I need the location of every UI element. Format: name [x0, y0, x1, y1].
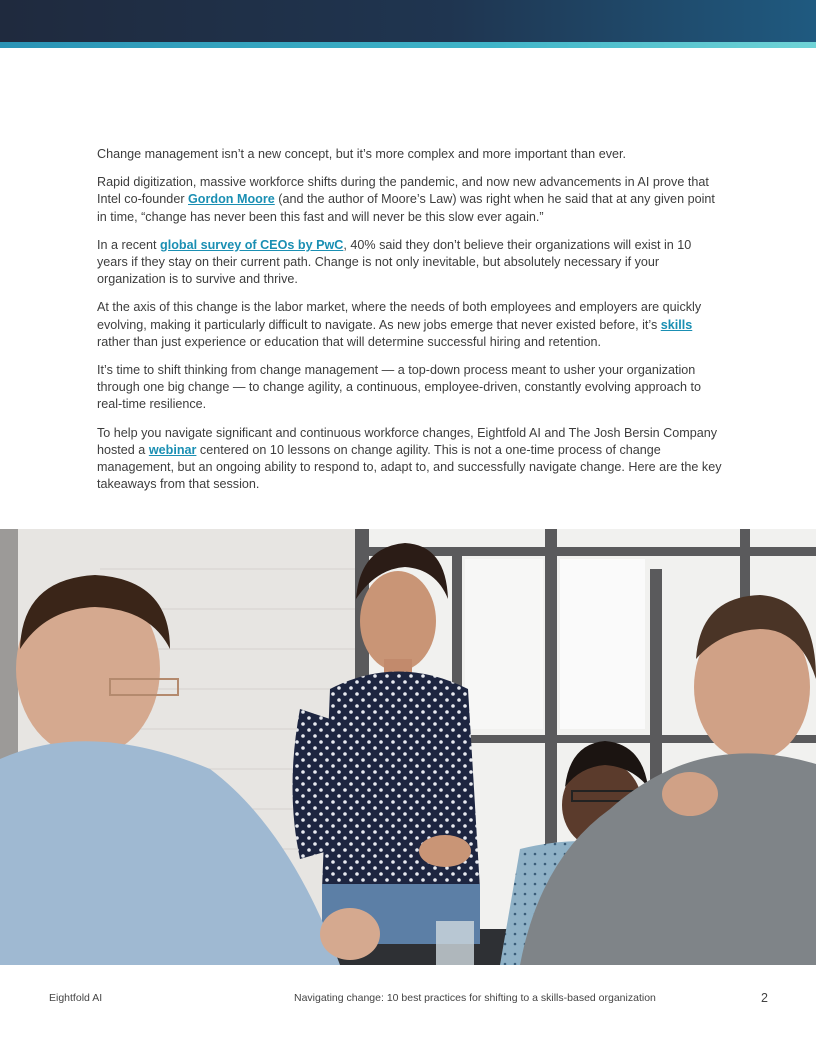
paragraph-intro: Change management isn’t a new concept, but it’s more complex and more important than ever.	[97, 147, 626, 161]
webinar-link[interactable]: webinar	[148, 442, 197, 457]
page-number: 2	[761, 991, 768, 1005]
skills-link[interactable]: skills	[660, 317, 693, 332]
page-footer	[0, 992, 816, 1012]
paragraph-webinar: To help you navigate significant and continuous workforce changes, Eightfold AI and The Josh Bersin Company hosted a webinar centered on 10 lessons on change agility. This is not a one-time process of change management, but an ongoing ability to respond to, adapt to, and successfully navigate change. Here are the key takeaways from that session.	[97, 425, 722, 492]
paragraph-change-agility: It’s time to shift thinking from change management — a top-down process meant to usher your organization through one big change — to change agility, a continuous, employee-driven, constantly evolving approach to real-time resilience.	[97, 363, 701, 412]
meeting-photo	[0, 529, 816, 965]
footer-brand: Eightfold AI	[49, 992, 103, 1004]
footer-document-title: Navigating change: 10 best practices for shifting to a skills-based organization	[294, 992, 656, 1004]
paragraph-labor-market: At the axis of this change is the labor market, where the needs of both employees and employers are quickly evolving, making it particularly difficult to navigate. As new jobs emerge that never existed before, it’s skills rather than just experience or education that will determine successful hiring and retention.	[97, 300, 702, 349]
gordon-moore-link[interactable]: Gordon Moore	[188, 192, 275, 207]
paragraph-moores-law: Rapid digitization, massive workforce shifts during the pandemic, and now new advancements in AI prove that Intel co-founder Gordon Moore (and the author of Moore’s Law) was right when he said that at any given point in time, “change has never been this fast and will never be this slow ever again.”	[97, 175, 715, 224]
pwc-survey-link[interactable]: global survey of CEOs by PwC	[160, 237, 344, 252]
header-band	[0, 0, 816, 42]
paragraph-pwc-survey: In a recent global survey of CEOs by PwC, 40% said they don’t believe their organizations will exist in 10 years if they stay on their current path. Change is not only inevitable, but absolutely necessary if your organization is to survive and thrive.	[97, 237, 692, 287]
meeting-photo-illustration	[0, 529, 816, 965]
header-accent-stripe	[0, 42, 816, 48]
article-body	[97, 146, 723, 504]
